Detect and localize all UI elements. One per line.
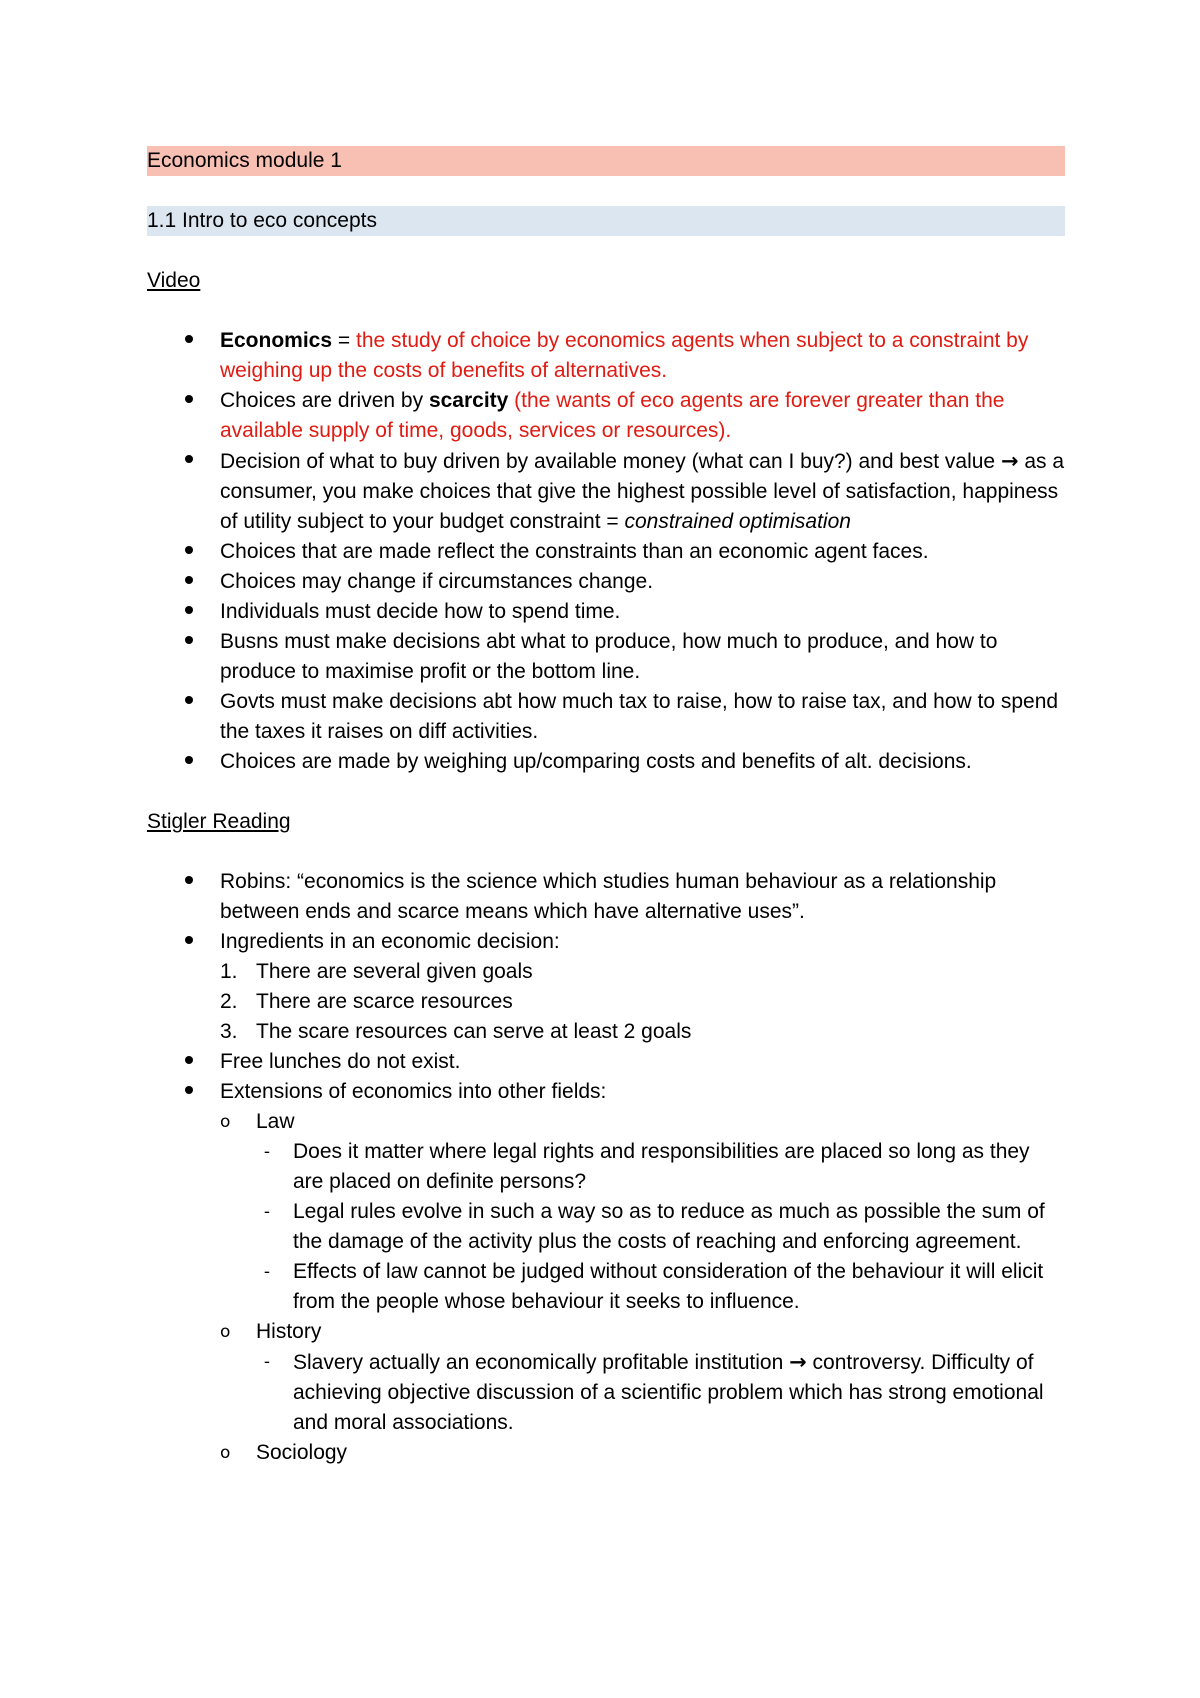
bullet-icon	[185, 687, 205, 717]
dash-item: - Does it matter where legal rights and responsibilities are placed so long as they are placed on definite persons?	[256, 1137, 1065, 1197]
list-item: Govts must make decisions abt how much tax to raise, how to raise tax, and how to spend the taxes it raises on diff activities.	[147, 687, 1065, 747]
bullet-icon	[185, 537, 205, 567]
history-points	[256, 1347, 1065, 1438]
section-heading: 1.1 Intro to eco concepts	[147, 206, 1065, 236]
list-item: Robins: “economics is the science which studies human behaviour as a relationship between ends and scarce means which have alternative uses”.	[147, 867, 1065, 927]
bullet-icon	[185, 627, 205, 657]
video-list	[147, 326, 1065, 777]
stigler-heading: Stigler Reading	[147, 810, 291, 833]
numbered-list	[220, 957, 1065, 1047]
list-item: Choices may change if circumstances change.	[147, 567, 1065, 597]
bullet-icon	[185, 326, 205, 356]
bullet-icon	[185, 927, 205, 957]
bullet-icon	[185, 747, 205, 777]
bullet-icon	[185, 446, 205, 476]
list-item: Individuals must decide how to spend time.	[147, 597, 1065, 627]
document-body	[147, 146, 1065, 1468]
numbered-item: 3. The scare resources can serve at least 2 goals	[220, 1020, 692, 1043]
list-item: Decision of what to buy driven by available money (what can I buy?) and best value → as a consumer, you make choices that give the highest possible level of satisfaction, happiness of utility subject to your budget constraint = constrained optimisation	[147, 446, 1065, 537]
bullet-icon	[185, 567, 205, 597]
list-item: Economics = the study of choice by economics agents when subject to a constraint by weighing up the costs of benefits of alternatives.	[147, 326, 1065, 386]
bullet-icon	[185, 867, 205, 897]
dash-item: - Slavery actually an economically profitable institution → controversy. Difficulty of achieving objective discussion of a scientific problem which has strong emotional and moral associations.	[256, 1347, 1065, 1438]
dash-icon: -	[263, 1262, 271, 1282]
right-arrow-icon: →	[789, 1350, 807, 1374]
right-arrow-icon: →	[1000, 449, 1019, 473]
video-heading: Video	[147, 269, 201, 292]
definition: the study of choice by economics agents when subject to a constraint by weighing up the costs of benefits of alternatives.	[220, 329, 1029, 382]
dash-item: - Effects of law cannot be judged without consideration of the behaviour it will elicit from the people whose behaviour it seeks to influence.	[256, 1257, 1065, 1317]
fields-list	[220, 1107, 1065, 1468]
module-title: Economics module 1	[147, 146, 1065, 176]
list-item: Choices are driven by scarcity (the wants of eco agents are forever greater than the available supply of time, goods, services or resources).	[147, 386, 1065, 446]
field-item-sociology: o Sociology	[220, 1438, 1065, 1468]
term: scarcity	[428, 389, 509, 412]
list-item: Choices that are made reflect the constraints than an economic agent faces.	[147, 537, 1065, 567]
italic-term: constrained optimisation	[624, 510, 851, 533]
bullet-icon	[185, 386, 205, 416]
circle-bullet-icon: o	[220, 1443, 231, 1463]
list-item: Choices are made by weighing up/comparing costs and benefits of alt. decisions.	[147, 747, 1065, 777]
dash-item: - Legal rules evolve in such a way so as to reduce as much as possible the sum of the damage of the activity plus the costs of reaching and enforcing agreement.	[256, 1197, 1065, 1257]
list-item: Free lunches do not exist.	[147, 1047, 1065, 1077]
list-item: Busns must make decisions abt what to produce, how much to produce, and how to produce to maximise profit or the bottom line.	[147, 627, 1065, 687]
law-points	[256, 1137, 1065, 1317]
circle-bullet-icon: o	[220, 1112, 231, 1132]
term: Economics	[220, 329, 333, 352]
field-item-law: o Law - Does it matter where legal rights and responsibilities are placed so long as they are placed on definite persons? - Legal rules evolve in such a way so as to reduce as much as possible the sum of the damage of the activity plus the costs of reaching and enforcing agreement. - Effects of law cannot be judged without consideration of the behaviour it will elicit from the people whose behaviour it seeks to influence.	[220, 1107, 1065, 1317]
numbered-item: 1. There are several given goals	[220, 960, 533, 983]
stigler-list	[147, 867, 1065, 1468]
numbered-item: 2. There are scarce resources	[220, 990, 513, 1013]
bullet-icon	[185, 1047, 205, 1077]
bullet-icon	[185, 1077, 205, 1107]
list-item: Extensions of economics into other fields: o Law - Does it matter where legal rights and responsibilities are placed so long as they are placed on definite persons? - Legal rules evolve in such a way so as to reduce as much as possible the sum of the damage of the activity plus the costs of reaching and enforcing agreement. - Effects of law cannot be judged without consideration of the behaviour it will elicit from the people whose behaviour it seeks to influence. o History - Slavery actually an economically profitable institution → controversy. Difficulty of achieving objective discussion of a scientific problem which has strong emotional and moral associations. o Sociology	[147, 1077, 1065, 1468]
dash-icon: -	[263, 1202, 271, 1222]
circle-bullet-icon: o	[220, 1322, 231, 1342]
bullet-icon	[185, 597, 205, 627]
field-item-history: o History - Slavery actually an economically profitable institution → controversy. Difficulty of achieving objective discussion of a scientific problem which has strong emotional and moral associations.	[220, 1317, 1065, 1438]
definition: (the wants of eco agents are forever greater than the available supply of time, goods, services or resources).	[220, 389, 1005, 442]
list-item: Ingredients in an economic decision: 1. There are several given goals 2. There are scarce resources 3. The scare resources can serve at least 2 goals	[147, 927, 1065, 1047]
dash-icon: -	[263, 1142, 271, 1162]
dash-icon: -	[263, 1352, 271, 1372]
